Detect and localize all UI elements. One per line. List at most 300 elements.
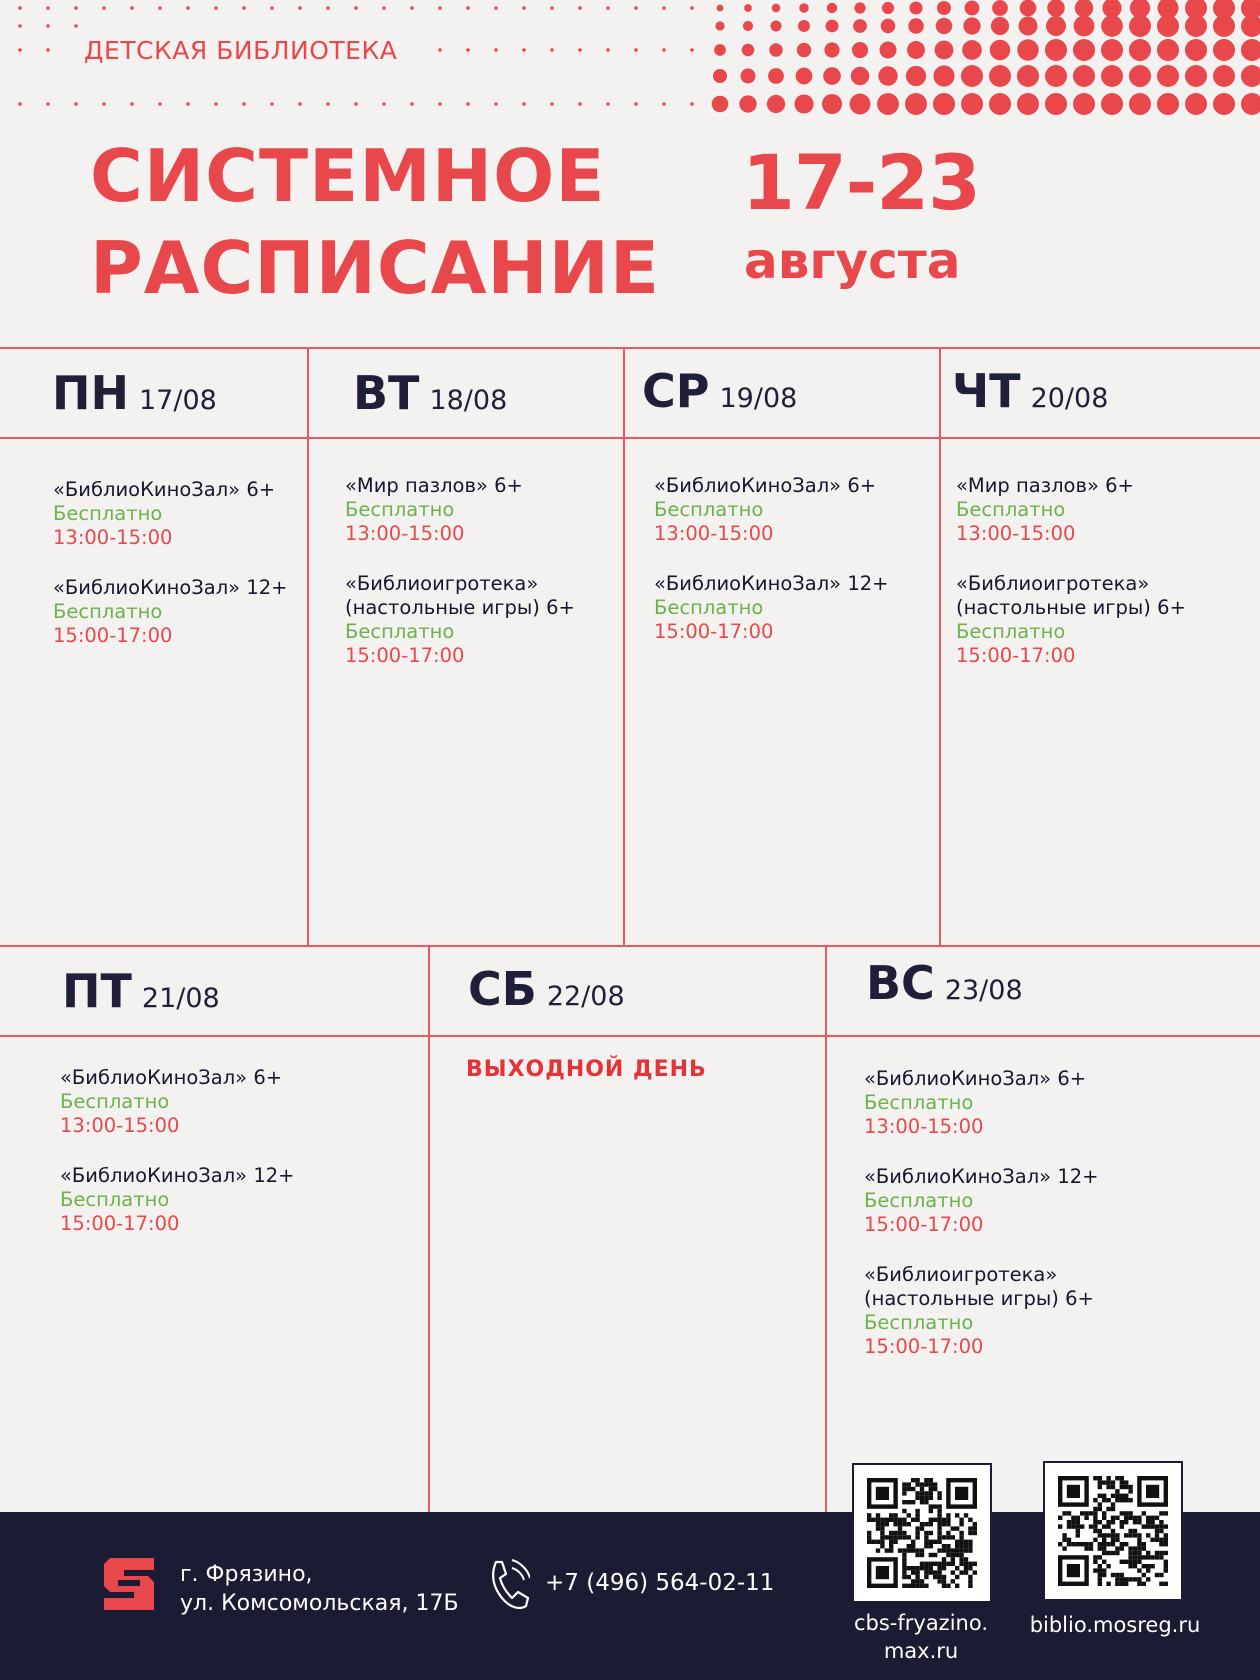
qr-module — [1067, 1520, 1071, 1524]
events-mon — [53, 478, 303, 674]
qr-module — [1115, 1546, 1119, 1550]
qr-module — [968, 1566, 972, 1570]
qr-module — [1155, 1555, 1159, 1559]
decor-dot — [578, 102, 582, 106]
qr-module — [1150, 1516, 1154, 1520]
qr-module — [946, 1535, 950, 1539]
qr-module — [920, 1566, 924, 1570]
decor-dot — [824, 42, 839, 57]
qr-module — [964, 1557, 968, 1561]
qr-module — [1120, 1520, 1124, 1524]
qr-module — [885, 1548, 889, 1552]
qr-module — [973, 1562, 977, 1566]
qr-module — [1102, 1524, 1106, 1528]
decor-dot — [796, 68, 813, 85]
qr-module — [929, 1478, 933, 1482]
qr-module — [915, 1548, 919, 1552]
qr-module — [973, 1531, 977, 1535]
qr-module — [1071, 1542, 1075, 1546]
qr-module — [929, 1540, 933, 1544]
qr-module — [876, 1566, 889, 1579]
decor-dot — [1075, 0, 1093, 17]
qr-module — [924, 1496, 928, 1500]
decor-dot — [186, 6, 190, 10]
qr-module — [1098, 1485, 1102, 1489]
qr-module — [955, 1544, 959, 1548]
qr-module — [1120, 1577, 1124, 1581]
qr-module — [876, 1522, 880, 1526]
decor-dot — [1101, 15, 1123, 37]
event-title: «БиблиоКиноЗал» 12+ — [60, 1164, 295, 1187]
qr-module — [911, 1544, 915, 1548]
event-time: 13:00-15:00 — [654, 522, 774, 545]
qr-module — [1115, 1577, 1119, 1581]
qr-module — [1093, 1516, 1097, 1520]
qr-module — [1137, 1516, 1141, 1520]
qr-module — [964, 1562, 968, 1566]
decor-dot — [18, 6, 22, 10]
qr-module — [946, 1513, 950, 1517]
grid-line — [307, 347, 309, 946]
qr-module — [937, 1566, 941, 1570]
qr-module — [955, 1526, 959, 1530]
qr-module — [1111, 1485, 1115, 1489]
event-price: Бесплатно — [345, 498, 455, 521]
decor-dot — [130, 6, 134, 10]
qr-module — [929, 1504, 933, 1508]
decor-dot — [74, 102, 78, 106]
qr-module — [1106, 1524, 1110, 1528]
event-price: Бесплатно — [654, 498, 764, 521]
qr-module — [1098, 1573, 1102, 1577]
qr-module — [867, 1518, 871, 1522]
day-name: СР — [642, 364, 710, 418]
decor-dot — [438, 48, 442, 52]
qr-module — [889, 1513, 893, 1517]
day-date: 18/08 — [429, 385, 508, 416]
decor-dot — [354, 6, 358, 10]
qr-module — [1120, 1542, 1124, 1546]
grid-line — [0, 945, 1260, 947]
qr-module — [1150, 1520, 1154, 1524]
qr-module — [871, 1540, 875, 1544]
decor-dot — [606, 102, 610, 106]
qr-module — [1098, 1546, 1102, 1550]
qr-module — [915, 1518, 919, 1522]
qr-module — [1150, 1538, 1154, 1542]
decor-dot — [712, 96, 728, 112]
decor-dot — [822, 94, 842, 114]
qr-module — [1146, 1533, 1150, 1537]
qr-module — [1115, 1516, 1119, 1520]
qr-module — [1111, 1480, 1115, 1484]
qr-module — [973, 1570, 977, 1574]
decor-dot — [1046, 16, 1066, 36]
decor-dot — [466, 48, 470, 52]
decor-dot — [797, 43, 811, 57]
decor-dot — [905, 93, 927, 115]
decor-dot — [74, 6, 78, 10]
decor-dot — [662, 102, 666, 106]
decor-dot — [715, 21, 724, 30]
qr-module — [889, 1518, 893, 1522]
qr-module — [1062, 1533, 1066, 1537]
qr-module — [902, 1557, 906, 1561]
decor-dot — [298, 6, 302, 10]
event-time: 15:00-17:00 — [60, 1212, 180, 1235]
qr-module — [1155, 1516, 1159, 1520]
qr-module — [1120, 1494, 1124, 1498]
qr-module — [1164, 1533, 1168, 1537]
qr-module — [1159, 1555, 1163, 1559]
qr-module — [955, 1513, 959, 1517]
qr-module — [1089, 1542, 1093, 1546]
qr-code-icon — [854, 1465, 990, 1601]
qr-module — [1120, 1498, 1124, 1502]
qr-module — [1098, 1520, 1102, 1524]
qr-module — [1111, 1520, 1115, 1524]
event-time: 15:00-17:00 — [53, 624, 173, 647]
qr-module — [924, 1570, 928, 1574]
day-header-mon — [52, 366, 217, 420]
decor-dot — [989, 93, 1011, 115]
qr-module — [924, 1584, 928, 1588]
qr-module — [1106, 1507, 1110, 1511]
qr-code-biblio[interactable] — [1043, 1461, 1183, 1601]
event — [345, 572, 615, 668]
decor-dot — [933, 65, 954, 86]
qr-module — [929, 1496, 933, 1500]
qr-module — [951, 1557, 955, 1561]
qr-module — [1106, 1582, 1110, 1586]
qr-module — [955, 1575, 959, 1579]
qr-module — [1124, 1560, 1128, 1564]
qr-module — [907, 1522, 911, 1526]
event-title: «Библиоигротека» (настольные игры) 6+ — [345, 572, 575, 619]
day-off-label: ВЫХОДНОЙ ДЕНЬ — [466, 1057, 707, 1082]
library-logo-icon — [104, 1558, 154, 1610]
qr-module — [876, 1548, 880, 1552]
qr-module — [1084, 1511, 1088, 1515]
decor-dot — [1241, 65, 1260, 87]
qr-module — [1093, 1507, 1097, 1511]
decor-dot — [1185, 39, 1207, 61]
decor-dot — [1101, 65, 1123, 87]
decor-dot — [1157, 15, 1179, 37]
qr-code-cbs[interactable] — [852, 1463, 992, 1603]
phone-number[interactable]: +7 (496) 564-02-11 — [545, 1570, 775, 1596]
qr-module — [1093, 1511, 1097, 1515]
qr-module — [1155, 1573, 1159, 1577]
qr-module — [893, 1535, 897, 1539]
qr-module — [1137, 1560, 1141, 1564]
events-fri — [60, 1066, 400, 1262]
qr-module — [937, 1575, 941, 1579]
qr-module — [959, 1540, 963, 1544]
qr-module — [1146, 1524, 1150, 1528]
qr-module — [1084, 1546, 1088, 1550]
qr-module — [955, 1566, 959, 1570]
qr-module — [1128, 1533, 1132, 1537]
decor-dot — [1017, 65, 1039, 87]
decor-dot — [961, 93, 983, 115]
decor-dot — [522, 48, 526, 52]
qr-module — [924, 1478, 928, 1482]
decor-dot — [880, 42, 897, 59]
qr-module — [942, 1522, 946, 1526]
qr-module — [1111, 1573, 1115, 1577]
qr-module — [911, 1487, 915, 1491]
qr-module — [1128, 1511, 1132, 1515]
qr-module — [1142, 1546, 1146, 1550]
qr-module — [893, 1522, 897, 1526]
qr-module — [946, 1548, 950, 1552]
qr-module — [1164, 1564, 1168, 1568]
decor-dot — [214, 6, 218, 10]
qr-module — [1102, 1538, 1106, 1542]
day-header-thu — [952, 364, 1108, 418]
qr-module — [964, 1566, 968, 1570]
decor-dot — [881, 19, 896, 34]
qr-module — [1098, 1555, 1102, 1559]
event-title: «Библиоигротека» (настольные игры) 6+ — [956, 572, 1186, 619]
qr-module — [1058, 1524, 1062, 1528]
qr-module — [1076, 1520, 1080, 1524]
decor-dot — [717, 5, 724, 12]
qr-module — [1137, 1582, 1141, 1586]
qr-module — [924, 1544, 928, 1548]
day-header-fri — [62, 964, 220, 1018]
qr-module — [1133, 1560, 1137, 1564]
qr-module — [955, 1584, 959, 1588]
qr-module — [933, 1482, 937, 1486]
qr-module — [1137, 1520, 1141, 1524]
qr-module — [867, 1535, 871, 1539]
qr-module — [1115, 1489, 1119, 1493]
qr-module — [1111, 1538, 1115, 1542]
qr-module — [929, 1487, 933, 1491]
event — [864, 1263, 1134, 1359]
qr-module — [942, 1548, 946, 1552]
qr-module — [1164, 1582, 1168, 1586]
qr-module — [1133, 1520, 1137, 1524]
qr-module — [1120, 1524, 1124, 1528]
qr-module — [942, 1584, 946, 1588]
qr-module — [924, 1522, 928, 1526]
decor-dot — [326, 6, 330, 10]
qr-module — [907, 1548, 911, 1552]
qr-module — [1124, 1494, 1128, 1498]
qr-module — [1150, 1564, 1154, 1568]
qr-module — [1133, 1533, 1137, 1537]
qr-module — [1155, 1538, 1159, 1542]
qr-module — [902, 1531, 906, 1535]
qr-module — [1124, 1577, 1128, 1581]
qr-module — [1159, 1551, 1163, 1555]
qr-module — [1076, 1529, 1080, 1533]
qr-module — [1098, 1533, 1102, 1537]
day-date: 17/08 — [139, 385, 217, 416]
qr-module — [1098, 1494, 1102, 1498]
grid-line — [939, 347, 941, 946]
qr-module — [880, 1535, 884, 1539]
qr-module — [946, 1562, 950, 1566]
decor-dot — [877, 93, 899, 115]
decor-dot — [769, 43, 782, 56]
decor-dot — [606, 6, 610, 10]
qr-module — [1106, 1476, 1110, 1480]
qr-module — [898, 1531, 902, 1535]
event-time: 13:00-15:00 — [345, 522, 465, 545]
decor-dot — [823, 67, 841, 85]
decor-dot — [1129, 39, 1151, 61]
qr-module — [1150, 1524, 1154, 1528]
qr-module — [1111, 1502, 1115, 1506]
qr-module — [920, 1522, 924, 1526]
qr-module — [1102, 1511, 1106, 1515]
decor-dot — [933, 93, 955, 115]
qr-module — [1142, 1555, 1146, 1559]
decor-dot — [854, 2, 865, 13]
qr-module — [880, 1544, 884, 1548]
day-header-sat — [468, 962, 625, 1016]
decor-dot — [853, 19, 867, 33]
decor-dot — [1045, 39, 1067, 61]
qr-module — [924, 1540, 928, 1544]
decor-dot — [662, 48, 666, 52]
qr-module — [1128, 1516, 1132, 1520]
qr-module — [907, 1575, 911, 1579]
qr-module — [937, 1570, 941, 1574]
qr-module — [1084, 1542, 1088, 1546]
qr-module — [1102, 1546, 1106, 1550]
decor-dot — [46, 102, 50, 106]
decor-dot — [1241, 39, 1260, 61]
qr-module — [915, 1478, 919, 1482]
day-name: ВС — [866, 956, 935, 1010]
qr-module — [920, 1500, 924, 1504]
qr-module — [920, 1526, 924, 1530]
qr-module — [946, 1584, 950, 1588]
qr-label-cbs[interactable] — [836, 1609, 1006, 1665]
qr-module — [946, 1518, 950, 1522]
qr-module — [898, 1522, 902, 1526]
grid-line — [0, 1035, 1260, 1037]
qr-module — [1076, 1542, 1080, 1546]
event-title: «Мир пазлов» 6+ — [345, 474, 523, 497]
qr-module — [1106, 1485, 1110, 1489]
qr-module — [911, 1566, 915, 1570]
decor-dot — [1241, 93, 1260, 115]
qr-module — [937, 1491, 941, 1495]
qr-module — [893, 1540, 897, 1544]
qr-module — [1067, 1524, 1071, 1528]
qr-module — [1098, 1480, 1102, 1484]
qr-module — [1102, 1494, 1106, 1498]
decor-dot — [130, 102, 134, 106]
decor-dot — [410, 102, 414, 106]
qr-module — [937, 1535, 941, 1539]
qr-module — [968, 1544, 972, 1548]
event-price: Бесплатно — [864, 1091, 974, 1114]
qr-module — [920, 1553, 924, 1557]
decor-dot — [186, 102, 190, 106]
qr-module — [968, 1562, 972, 1566]
qr-module — [915, 1509, 919, 1513]
decor-dot — [690, 48, 694, 52]
decor-dot — [46, 48, 50, 52]
qr-module — [1146, 1577, 1150, 1581]
qr-module — [1128, 1555, 1132, 1559]
qr-module — [937, 1504, 941, 1508]
event-price: Бесплатно — [53, 600, 163, 623]
event-time: 13:00-15:00 — [864, 1115, 984, 1138]
qr-module — [933, 1540, 937, 1544]
qr-module — [968, 1518, 972, 1522]
decor-dot — [768, 68, 784, 84]
qr-module — [946, 1553, 950, 1557]
qr-module — [1076, 1533, 1080, 1537]
qr-module — [1120, 1485, 1124, 1489]
decor-dot — [907, 41, 925, 59]
qr-module — [942, 1579, 946, 1583]
qr-module — [964, 1540, 968, 1544]
event-title: «Библиоигротека» (настольные игры) 6+ — [864, 1263, 1094, 1310]
qr-module — [1133, 1516, 1137, 1520]
qr-module — [1124, 1520, 1128, 1524]
decor-dot — [992, 0, 1008, 16]
date-range: 17-23 — [742, 138, 981, 227]
decor-dot — [550, 6, 554, 10]
qr-module — [1084, 1516, 1088, 1520]
qr-module — [902, 1570, 906, 1574]
qr-label-biblio[interactable]: biblio.mosreg.ru — [1029, 1613, 1201, 1637]
decor-dot — [798, 20, 810, 32]
qr-label-line-1: cbs-fryazino. — [853, 1611, 989, 1635]
decor-dot — [878, 66, 897, 85]
decor-dot — [741, 69, 756, 84]
qr-module — [1102, 1560, 1106, 1564]
qr-module — [933, 1575, 937, 1579]
event-time: 15:00-17:00 — [654, 620, 774, 643]
qr-module — [929, 1562, 933, 1566]
qr-module — [964, 1570, 968, 1574]
qr-module — [1133, 1555, 1137, 1559]
grid-line — [0, 347, 1260, 349]
qr-module — [937, 1540, 941, 1544]
qr-module — [1155, 1551, 1159, 1555]
decor-dot — [18, 48, 22, 52]
event — [654, 572, 934, 644]
event-title: «БиблиоКиноЗал» 12+ — [654, 572, 889, 595]
qr-module — [1111, 1507, 1115, 1511]
qr-module — [942, 1566, 946, 1570]
qr-module — [1137, 1551, 1141, 1555]
decor-dot — [298, 102, 302, 106]
qr-module — [867, 1531, 871, 1535]
decor-dot — [1045, 93, 1067, 115]
decor-dot — [1101, 93, 1123, 115]
qr-module — [1058, 1516, 1062, 1520]
decor-dot — [1185, 65, 1207, 87]
qr-module — [924, 1500, 928, 1504]
qr-module — [929, 1544, 933, 1548]
qr-module — [1102, 1516, 1106, 1520]
decor-dot — [270, 6, 274, 10]
decor-dot — [494, 48, 498, 52]
decor-dot — [438, 102, 442, 106]
qr-module — [1164, 1538, 1168, 1542]
